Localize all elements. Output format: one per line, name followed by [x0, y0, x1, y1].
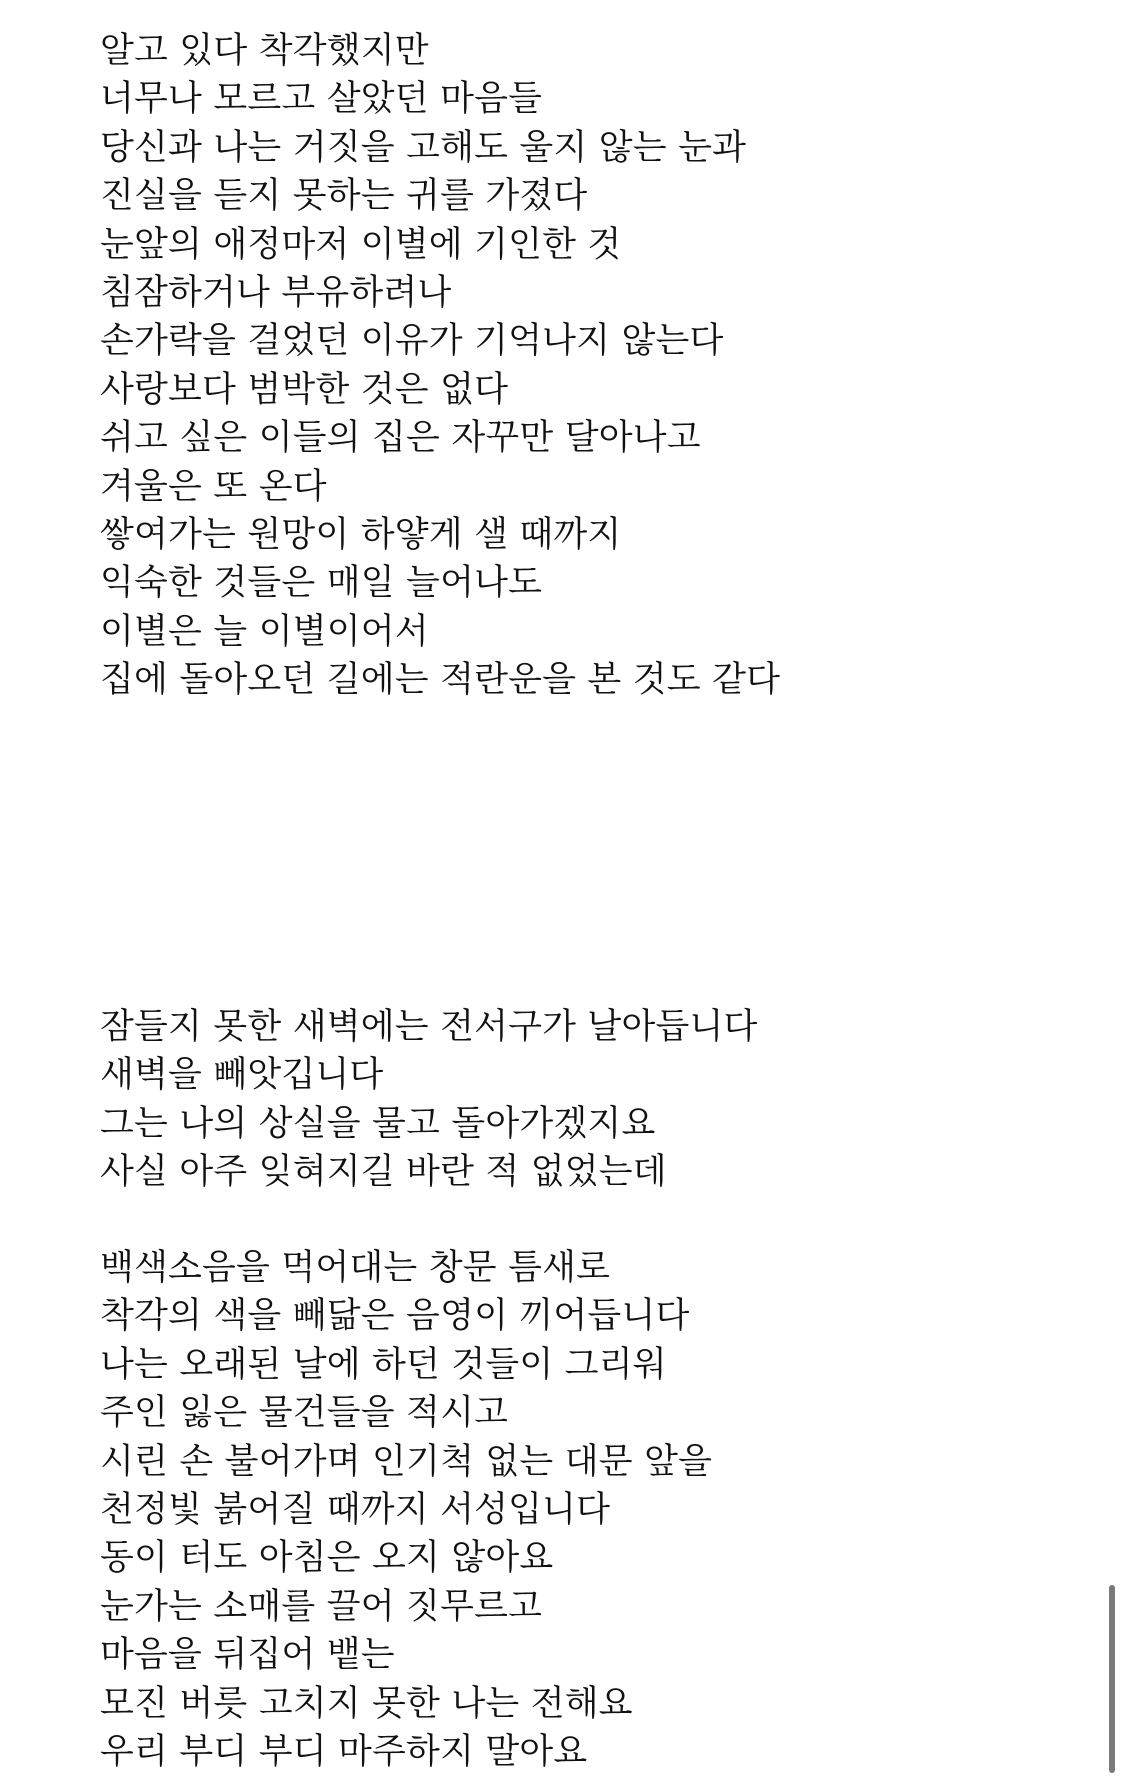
poem-line: 너무나 모르고 살았던 마음들 — [100, 79, 543, 120]
poem-line: 천정빛 붉어질 때까지 서성입니다 — [100, 1490, 611, 1531]
poem-line: 침잠하거나 부유하려나 — [100, 273, 452, 314]
poem-line: 사랑보다 범박한 것은 없다 — [100, 369, 509, 410]
poem-line: 진실을 듣지 못하는 귀를 가졌다 — [100, 176, 588, 217]
poem-line: 당신과 나는 거짓을 고해도 울지 않는 눈과 — [100, 127, 747, 168]
poem-line: 새벽을 빼앗깁니다 — [100, 1055, 384, 1096]
poem-line: 쉬고 싶은 이들의 집은 자꾸만 달아나고 — [100, 418, 701, 459]
poem-line: 익숙한 것들은 매일 늘어나도 — [100, 563, 543, 604]
poem-line: 사실 아주 잊혀지길 바란 적 없었는데 — [100, 1152, 667, 1193]
poem-line: 시린 손 불어가며 인기척 없는 대문 앞을 — [100, 1441, 713, 1482]
poem-line: 눈앞의 애정마저 이별에 기인한 것 — [100, 224, 622, 265]
poem-line: 알고 있다 착각했지만 — [100, 31, 429, 71]
poem-line: 착각의 색을 빼닮은 음영이 끼어듭니다 — [100, 1296, 690, 1337]
poem-line: 백색소음을 먹어대는 창문 틈새로 — [100, 1248, 611, 1288]
poem-line: 동이 터도 아침은 오지 않아요 — [100, 1538, 554, 1579]
poem-line: 손가락을 걸었던 이유가 기억나지 않는다 — [100, 321, 724, 362]
scrollbar-thumb[interactable] — [1109, 1585, 1115, 1773]
poem-line: 겨울은 또 온다 — [100, 466, 327, 507]
poem-line: 집에 돌아오던 길에는 적란운을 본 것도 같다 — [100, 660, 781, 701]
poem-line: 잠들지 못한 새벽에는 전서구가 날아듭니다 — [100, 1007, 758, 1047]
poem-line: 그는 나의 상실을 물고 돌아가겠지요 — [100, 1103, 656, 1144]
poem-line: 주인 잃은 물건들을 적시고 — [100, 1393, 509, 1434]
stanza-3 — [100, 1244, 712, 1776]
poem-line: 눈가는 소매를 끌어 짓무르고 — [100, 1586, 543, 1627]
poem-line: 우리 부디 부디 마주하지 말아요 — [100, 1732, 588, 1773]
poem-line: 마음을 뒤집어 뱉는 — [100, 1635, 395, 1676]
poem-line: 나는 오래된 날에 하던 것들이 그리워 — [100, 1344, 667, 1385]
poem-line: 이별은 늘 이별이어서 — [100, 611, 429, 652]
poem-line: 쌓여가는 원망이 하얗게 샐 때까지 — [100, 515, 622, 556]
stanza-2 — [100, 1003, 757, 1197]
poem-line: 모진 버릇 고치지 못한 나는 전해요 — [100, 1683, 633, 1724]
stanza-1 — [100, 27, 780, 705]
